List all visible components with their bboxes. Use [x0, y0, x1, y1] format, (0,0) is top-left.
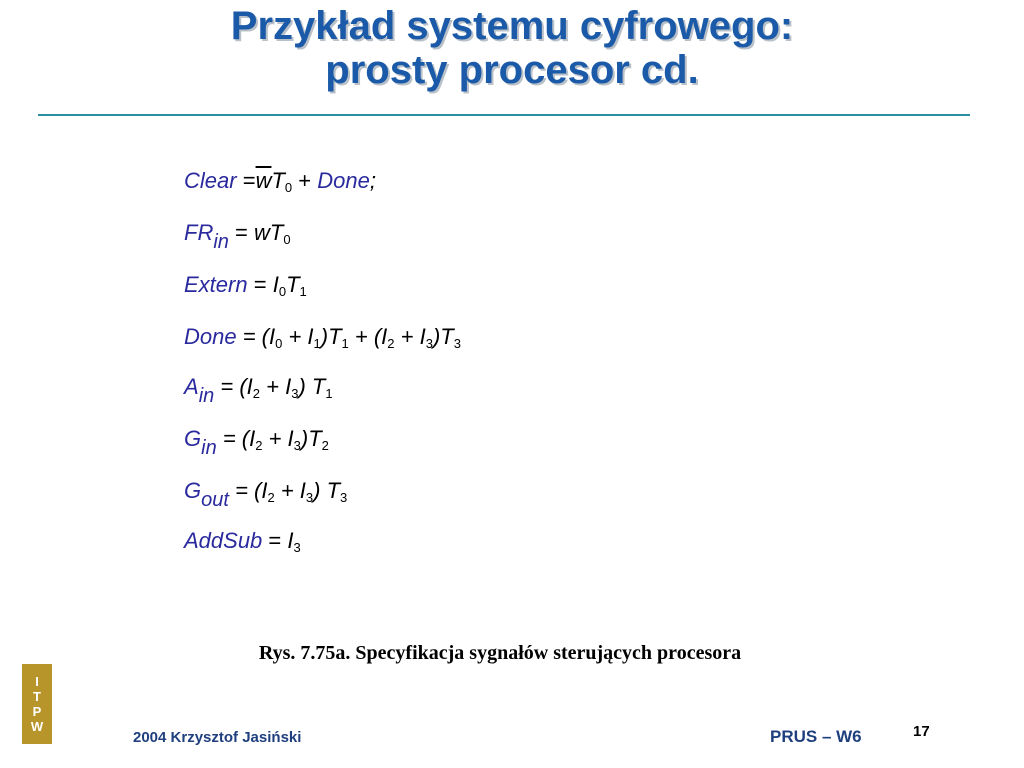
equation-gin: $G_{in} = (I2 + I3)T2$ — [184, 426, 329, 459]
signal-done: Done — [184, 324, 237, 349]
signal-clear: Clear — [184, 168, 237, 193]
title-line-1: Przykład systemu cyfrowego: — [230, 4, 794, 48]
title-divider — [38, 114, 970, 116]
page-number: 17 — [913, 723, 930, 740]
signal-done-ref: Done — [317, 168, 370, 193]
w-negated: $\overline{w}$ — [255, 168, 272, 193]
figure-caption: Rys. 7.75a. Specyfikacja sygnałów sterujących procesora — [258, 642, 742, 664]
equation-extern: Extern = I0T1 — [184, 272, 307, 299]
footer-author: 2004 Krzysztof Jasiński — [133, 729, 302, 746]
signal-extern: Extern — [184, 272, 248, 297]
signal-frin: $FR_{in}$ — [184, 220, 229, 253]
signal-gout: $G_{out}$ — [184, 478, 229, 511]
equation-frin: $FR_{in} = wT0$ — [184, 220, 291, 253]
equation-clear: Clear $=\overline{w}T0$ + Done; — [184, 168, 376, 195]
title-line-2: prosty procesor cd. — [325, 48, 699, 92]
itpw-logo: I T P W — [22, 664, 52, 744]
signal-ain: $A_{in}$ — [184, 374, 215, 407]
signal-addsub: AddSub — [184, 528, 263, 553]
equation-gout: $G_{out} = (I2 + I3)$ T3 — [184, 478, 348, 511]
equation-ain: $A_{in} = (I2 + I3)$ T1 — [184, 374, 333, 407]
footer-course: PRUS – W6 — [770, 727, 862, 746]
slide-title — [0, 4, 1024, 92]
signal-gin: $G_{in}$ — [184, 426, 217, 459]
equation-done: Done = (I0 + I1)T1 + (I2 + I3)T3 — [184, 324, 461, 351]
equation-addsub: AddSub = I3 — [184, 528, 301, 555]
